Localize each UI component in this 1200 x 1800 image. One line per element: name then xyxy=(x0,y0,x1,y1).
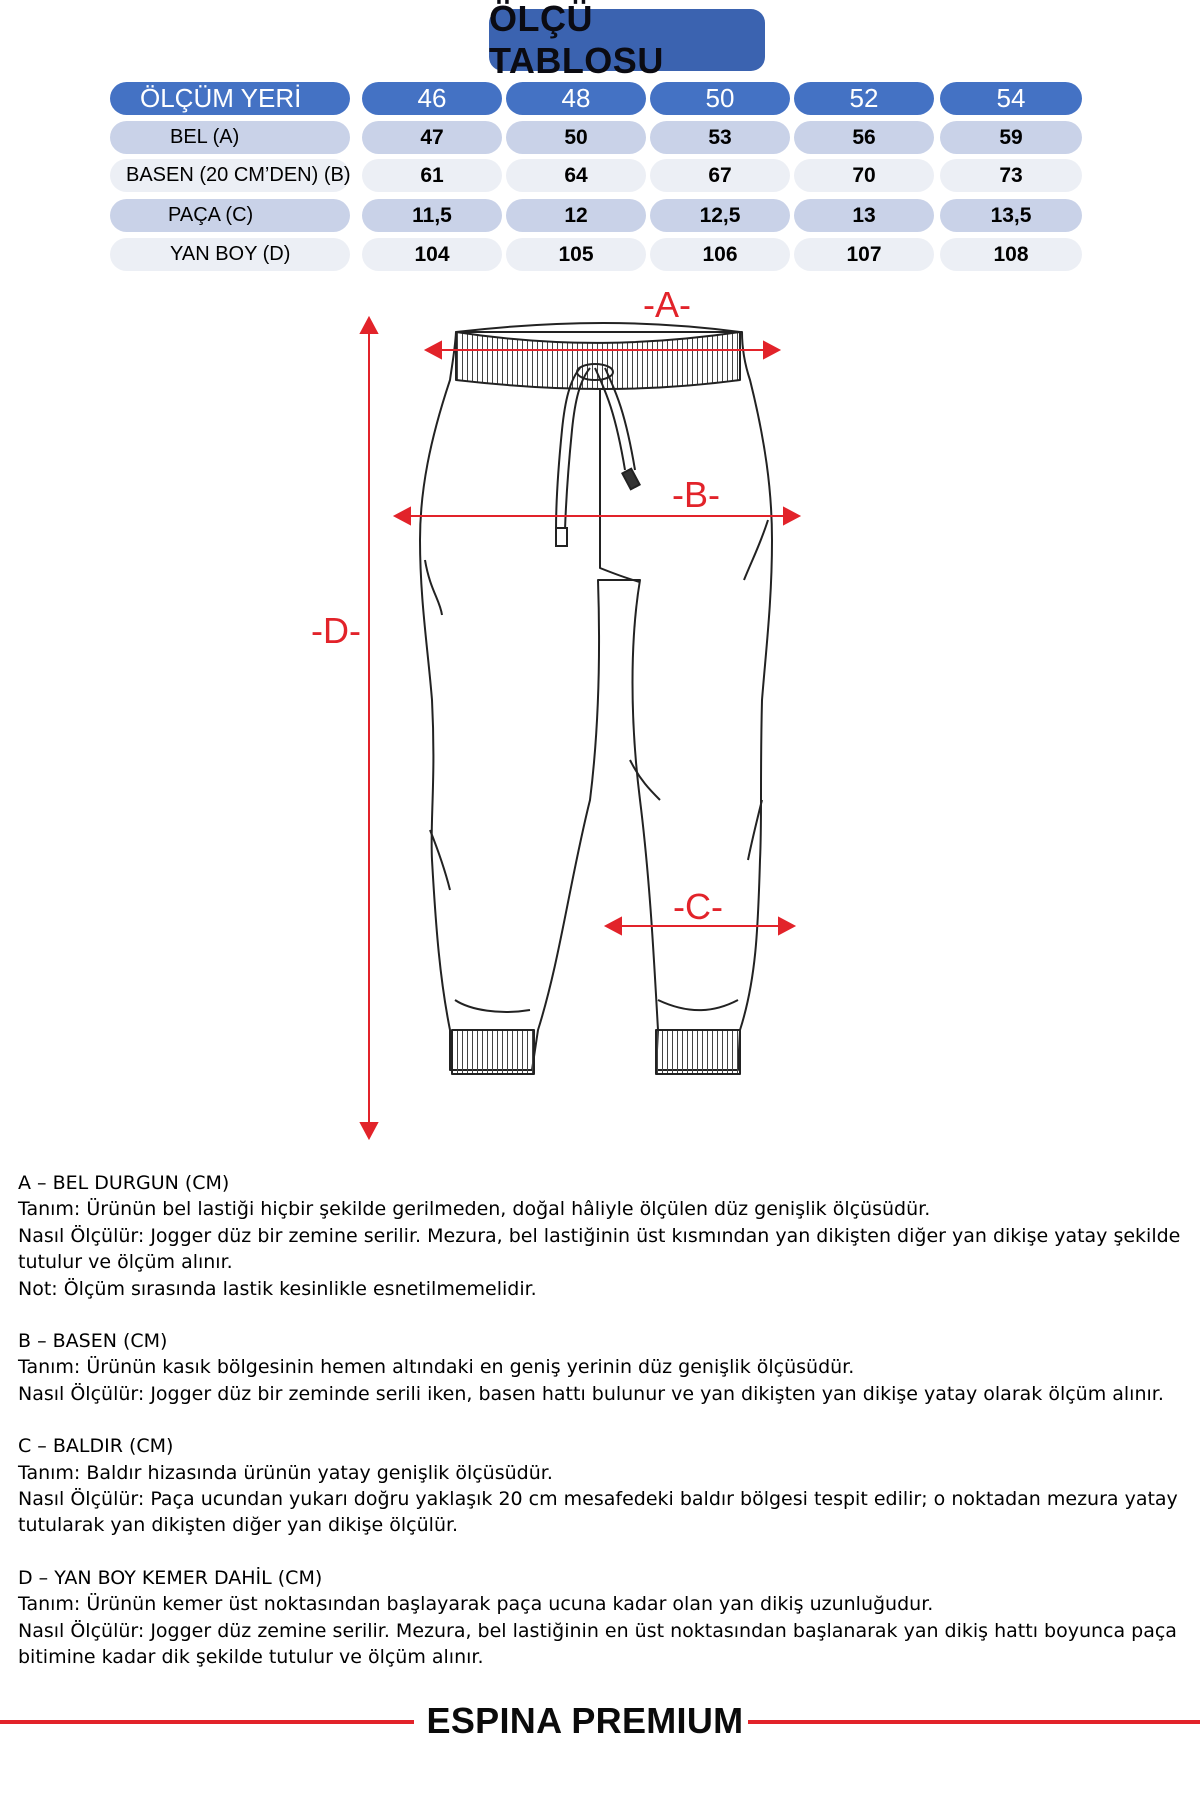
description-block xyxy=(18,1170,1183,1302)
table-cell: 73 xyxy=(940,159,1082,192)
description-heading: B – BASEN (CM) xyxy=(18,1330,168,1353)
table-cell: 11,5 xyxy=(362,199,502,232)
table-cell: 47 xyxy=(362,121,502,154)
table-cell: 13 xyxy=(794,199,934,232)
table-row-label: BEL (A) xyxy=(110,121,350,154)
pants-outline xyxy=(420,323,772,1074)
page-title: ÖLÇÜ TABLOSU xyxy=(489,9,765,71)
description-line: Tanım: Ürünün kemer üst noktasından başlayarak paça ucuna kadar olan yan dikiş uzunluğudur. xyxy=(18,1593,934,1616)
table-size-header: 52 xyxy=(794,82,934,115)
table-cell: 59 xyxy=(940,121,1082,154)
table-cell: 106 xyxy=(650,238,790,271)
description-heading: A – BEL DURGUN (CM) xyxy=(18,1172,230,1194)
table-cell: 13,5 xyxy=(940,199,1082,232)
dimension-label-b: -B- xyxy=(672,474,720,515)
footer-rule-right xyxy=(748,1720,1200,1724)
table-row-label: PAÇA (C) xyxy=(110,199,350,232)
description-line: Tanım: Baldır hizasında ürünün yatay genişlik ölçüsüdür. xyxy=(18,1461,553,1484)
description-line: Nasıl Ölçülür: Jogger düz bir zeminde serili iken, basen hattı bulunur ve yan dikişten yan dikişe yatay olarak ölçüm alınır. xyxy=(18,1382,1164,1405)
table-row-label: BASEN (20 CM’DEN) (B) xyxy=(110,159,350,192)
table-cell: 108 xyxy=(940,238,1082,271)
description-line: Not: Ölçüm sırasında lastik kesinlikle esnetilmemelidir. xyxy=(18,1277,537,1300)
table-cell: 53 xyxy=(650,121,790,154)
table-cell: 56 xyxy=(794,121,934,154)
table-size-header: 48 xyxy=(506,82,646,115)
table-cell: 67 xyxy=(650,159,790,192)
description-block xyxy=(18,1433,1183,1539)
table-cell: 105 xyxy=(506,238,646,271)
table-cell: 70 xyxy=(794,159,934,192)
table-cell: 64 xyxy=(506,159,646,192)
table-header-label: ÖLÇÜM YERİ xyxy=(110,82,350,115)
table-cell: 107 xyxy=(794,238,934,271)
table-row-label: YAN BOY (D) xyxy=(110,238,350,271)
measurement-descriptions xyxy=(18,1170,1183,1697)
table-size-header: 54 xyxy=(940,82,1082,115)
dimension-label-a: -A- xyxy=(643,284,691,325)
dimension-label-d: -D- xyxy=(311,610,361,651)
description-line: Nasıl Ölçülür: Jogger düz bir zemine serilir. Mezura, bel lastiğinin üst kısmından yan dikişten diğer yan dikişe yatay şekilde tutulur ve ölçüm alınır. xyxy=(18,1224,1181,1274)
description-block xyxy=(18,1565,1183,1671)
footer-rule-left xyxy=(0,1720,414,1724)
description-heading: D – YAN BOY KEMER DAHİL (CM) xyxy=(18,1566,323,1589)
table-cell: 12,5 xyxy=(650,199,790,232)
brand-name: ESPINA PREMIUM xyxy=(426,1700,744,1741)
table-cell: 104 xyxy=(362,238,502,271)
description-block xyxy=(18,1328,1183,1407)
table-cell: 50 xyxy=(506,121,646,154)
table-cell: 61 xyxy=(362,159,502,192)
description-line: Tanım: Ürünün kasık bölgesinin hemen altındaki en geniş yerinin düz genişlik ölçüsüdür. xyxy=(18,1356,855,1379)
description-heading: C – BALDIR (CM) xyxy=(18,1435,174,1458)
description-line: Tanım: Ürünün bel lastiği hiçbir şekilde gerilmeden, doğal hâliyle ölçülen düz genişlik ölçüsüdür. xyxy=(18,1198,931,1221)
table-size-header: 50 xyxy=(650,82,790,115)
table-cell: 12 xyxy=(506,199,646,232)
description-line: Nasıl Ölçülür: Paça ucundan yukarı doğru yaklaşık 20 cm mesafedeki baldır bölgesi tespit edilir; o noktadan mezura yatay tutularak yan dikişten diğer yan dikişe ölçülür. xyxy=(18,1488,1178,1537)
table-size-header: 46 xyxy=(362,82,502,115)
description-line: Nasıl Ölçülür: Jogger düz zemine serilir. Mezura, bel lastiğinin en üst noktasından başlanarak yan dikiş hattı boyunca paça bitimine kadar dik şekilde tutulur ve ölçüm alınır. xyxy=(18,1619,1177,1669)
dimension-label-c: -C- xyxy=(673,886,723,927)
